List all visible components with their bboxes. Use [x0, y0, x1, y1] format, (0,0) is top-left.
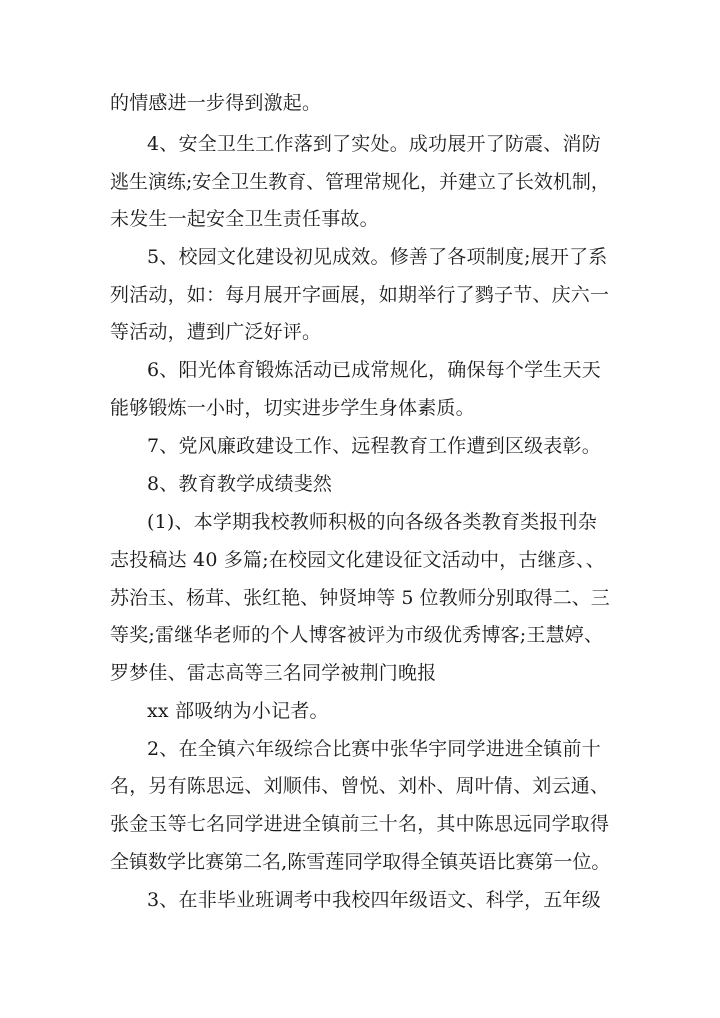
text-line: 名，另有陈思远、刘顺伟、曾悦、刘朴、周叶倩、刘云通、 — [110, 775, 610, 797]
text-line: 逃生演练;安全卫生教育、管理常规化，并建立了长效机制， — [110, 171, 610, 193]
text-line: 5、校园文化建设初见成效。修善了各项制度;展开了系 — [147, 246, 608, 268]
text-line: 能够锻炼一小时，切实进步学生身体素质。 — [110, 397, 475, 419]
text-line: 张金玉等七名同学进进全镇前三十名，其中陈思远同学取得 — [110, 813, 610, 835]
text-line: (1)、本学期我校教师积极的向各级各类教育类报刊杂 — [147, 511, 597, 533]
text-line: 全镇数学比赛第二名,陈雪莲同学取得全镇英语比赛第一位。 — [110, 851, 611, 873]
text-line: 2、在全镇六年级综合比赛中张华宇同学进进全镇前十 — [147, 738, 601, 760]
text-line: 3、在非毕业班调考中我校四年级语文、科学，五年级 — [147, 889, 601, 911]
text-line: 罗梦佳、雷志高等三名同学被荆门晚报 — [110, 662, 437, 684]
text-line: 未发生一起安全卫生责任事故。 — [110, 208, 379, 230]
text-line: 7、党风廉政建设工作、远程教育工作遭到区级表彰。 — [147, 435, 601, 457]
text-line: xx 部吸纳为小记者。 — [147, 700, 329, 722]
text-line: 8、教育教学成绩斐然 — [147, 473, 333, 495]
text-line: 等奖;雷继华老师的个人博客被评为市级优秀博客;王慧婷、 — [110, 624, 604, 646]
text-line: 6、阳光体育锻炼活动已成常规化，确保每个学生天天 — [147, 359, 601, 381]
text-line: 志投稿达 40 多篇;在校园文化建设征文活动中，古继彦、、 — [110, 549, 605, 571]
text-line: 苏治玉、杨茸、张红艳、钟贤坤等 5 位教师分别取得二、三 — [110, 587, 610, 609]
text-line: 列活动，如：每月展开字画展，如期举行了鹨子节、庆六一 — [110, 284, 610, 306]
text-line: 的情感进一步得到激起。 — [110, 92, 322, 114]
text-line: 等活动，遭到广泛好评。 — [110, 321, 322, 343]
text-line: 4、安全卫生工作落到了实处。成功展开了防震、消防 — [147, 133, 601, 155]
